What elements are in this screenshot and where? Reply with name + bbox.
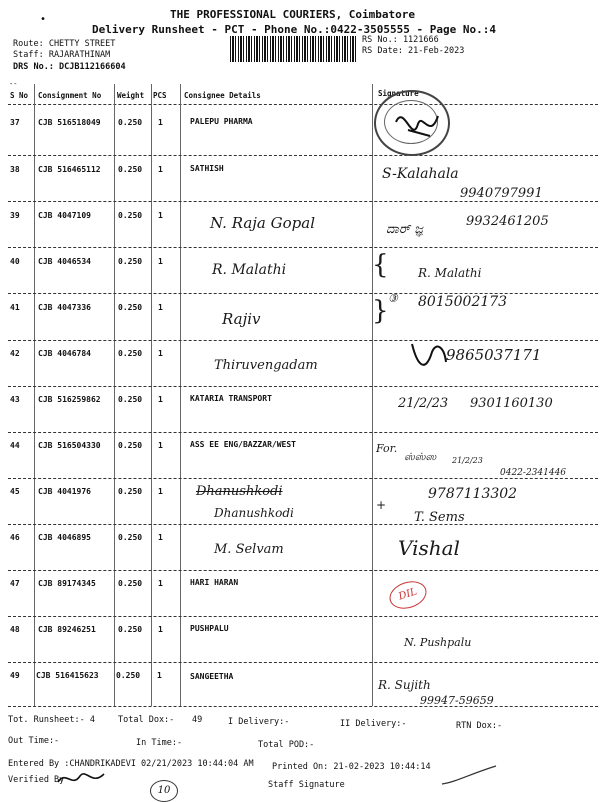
handwritten-phone: 99947-59659 <box>420 694 494 707</box>
out-time: Out Time:- <box>8 736 60 746</box>
row-sno: 47 <box>10 579 20 588</box>
handwritten-phone: 0422-2341446 <box>500 468 567 478</box>
handwritten-circled-number: 10 <box>150 780 178 802</box>
row-sno: 41 <box>10 303 20 312</box>
brace-mark: } <box>372 296 389 326</box>
row-rule <box>8 432 598 433</box>
row-consignment: CJB 4046784 <box>38 349 91 358</box>
row-weight: 0.250 <box>118 395 143 404</box>
row-consignment: CJB 89246251 <box>38 625 96 634</box>
table-bottom-rule <box>8 706 598 707</box>
tot-runsheet: Tot. Runsheet:- 4 <box>8 715 95 725</box>
row-consignment: CJB 4046895 <box>38 533 91 542</box>
row-consignee: PALEPU PHARMA <box>190 117 253 126</box>
handwritten-phone: 9865037171 <box>446 346 542 364</box>
row-consignment: CJB 516465112 <box>38 165 101 174</box>
handwritten-phone: 9787113302 <box>428 486 518 502</box>
handwritten-signature-scribble: ஸ்ஸ்ஸ <box>404 452 437 463</box>
handwritten-name: Rajiv <box>222 310 261 328</box>
staff-label: Staff: RAJARATHINAM <box>13 50 111 60</box>
total-dox-value: 49 <box>192 715 203 725</box>
col-divider <box>114 84 115 706</box>
row-consignee: SANGEETHA <box>190 672 234 681</box>
handwritten-date: 21/2/23 <box>452 456 483 465</box>
staff-signature-label: Staff Signature <box>268 780 345 790</box>
row-weight: 0.250 <box>118 441 143 450</box>
row-rule <box>8 386 598 387</box>
row-consignment: CJB 4047336 <box>38 303 91 312</box>
row-weight: 0.250 <box>118 625 143 634</box>
row-consignee: SATHISH <box>190 164 224 173</box>
col-divider <box>180 84 181 706</box>
row-sno: 44 <box>10 441 20 450</box>
total-dox-label: Total Dox:- <box>118 715 175 725</box>
row-pcs: 1 <box>158 257 163 266</box>
in-time: In Time:- <box>136 738 183 748</box>
col-weight: Weight <box>117 91 145 100</box>
row-pcs: 1 <box>158 349 163 358</box>
row-consignment: CJB 4046534 <box>38 257 91 266</box>
col-signature: Signature <box>378 89 419 98</box>
staff-signature-scribble <box>440 764 500 788</box>
rtn-dox: RTN Dox:- <box>456 721 503 731</box>
row-pcs: 1 <box>158 395 163 404</box>
ii-delivery: II Delivery:- <box>340 719 407 729</box>
row-sno: 48 <box>10 625 20 634</box>
row-consignment: CJB 516415623 <box>36 671 99 680</box>
printed-on: Printed On: 21-02-2023 10:44:14 <box>272 762 431 772</box>
row-weight: 0.250 <box>118 165 143 174</box>
row-pcs: 1 <box>158 303 163 312</box>
handwritten-date: 21/2/23 <box>398 396 449 411</box>
handwritten-signature-scribble: ದಾರ್ ಜ್ಞ <box>386 222 423 237</box>
row-sno: 45 <box>10 487 20 496</box>
handwritten-signature: S-Kalahala <box>382 166 459 182</box>
entered-by: Entered By :CHANDRIKADEVI 02/21/2023 10:44:04 AM <box>8 759 254 769</box>
row-rule <box>8 478 598 479</box>
row-weight: 0.250 <box>118 579 143 588</box>
handwritten-for: For. <box>376 442 398 455</box>
handwritten-phone: 9940797991 <box>460 186 543 201</box>
col-consignment: Consignment No <box>38 91 102 100</box>
row-weight: 0.250 <box>118 303 143 312</box>
handwritten-phone: 9301160130 <box>470 396 553 411</box>
row-rule <box>8 616 598 617</box>
company-title: THE PROFESSIONAL COURIERS, Coimbatore <box>170 8 416 21</box>
header-rule <box>8 104 598 105</box>
row-pcs: 1 <box>157 671 162 680</box>
handwritten-name: M. Selvam <box>214 542 284 557</box>
handwritten-phone: 8015002173 <box>418 294 508 310</box>
row-rule <box>8 155 598 156</box>
runsheet-title: Delivery Runsheet - PCT - Phone No.:0422-3505555 - Page No.:4 <box>92 23 496 36</box>
row-pcs: 1 <box>158 118 163 127</box>
row-weight: 0.250 <box>118 487 143 496</box>
row-weight: 0.250 <box>118 349 143 358</box>
circled-mark: ③ <box>388 292 398 305</box>
row-pcs: 1 <box>158 487 163 496</box>
row-sno: 42 <box>10 349 20 358</box>
row-consignee: ASS EE ENG/BAZZAR/WEST <box>190 440 296 449</box>
col-pcs: PCS <box>153 91 167 100</box>
row-rule <box>8 340 598 341</box>
route-label: Route: CHETTY STREET <box>13 39 116 49</box>
row-weight: 0.250 <box>116 671 141 680</box>
row-sno: 49 <box>10 671 20 680</box>
row-sno: 46 <box>10 533 20 542</box>
row-weight: 0.250 <box>118 257 143 266</box>
handwritten-name: Dhanushkodi <box>214 506 294 520</box>
row-sno: 37 <box>10 118 20 127</box>
bullet-mark: • <box>40 14 47 25</box>
row-sno: 40 <box>10 257 20 266</box>
row-consignee: PUSHPALU <box>190 624 229 633</box>
row-consignment: CJB 4047109 <box>38 211 91 220</box>
row-pcs: 1 <box>158 441 163 450</box>
handwritten-name: N. Raja Gopal <box>210 214 315 232</box>
row-sno: 38 <box>10 165 20 174</box>
drs-number: DRS No.: DCJB112166604 <box>13 62 126 72</box>
col-divider <box>372 84 373 706</box>
verified-by: Verified By <box>8 775 65 785</box>
total-pod: Total POD:- <box>258 740 315 750</box>
row-pcs: 1 <box>158 165 163 174</box>
col-divider <box>151 84 152 706</box>
brace-mark: { <box>372 250 389 280</box>
rs-date: RS Date: 21-Feb-2023 <box>362 46 465 56</box>
row-weight: 0.250 <box>118 533 143 542</box>
handwritten-name-struck: Dhanushkodi <box>196 484 283 499</box>
col-consignee: Consignee Details <box>184 91 261 100</box>
row-rule <box>8 247 598 248</box>
handwritten-signature: R. Sujith <box>378 678 431 692</box>
rs-number: RS No.: 1121666 <box>362 35 439 45</box>
row-weight: 0.250 <box>118 211 143 220</box>
row-consignment: CJB 89174345 <box>38 579 96 588</box>
row-consignment: CJB 516518049 <box>38 118 101 127</box>
row-rule <box>8 293 598 294</box>
handwritten-signature: R. Malathi <box>418 266 482 280</box>
handwritten-phone: 9932461205 <box>466 214 549 229</box>
handwritten-mark: DIL <box>386 577 430 613</box>
handwritten-signature: T. Sems <box>414 510 465 525</box>
col-sno: S No <box>10 91 29 100</box>
row-pcs: 1 <box>158 625 163 634</box>
row-rule <box>8 570 598 571</box>
lead-dashes: -- <box>9 80 18 88</box>
row-rule <box>8 524 598 525</box>
row-consignment: CJB 516259862 <box>38 395 101 404</box>
signature-scribble <box>390 100 450 150</box>
row-rule <box>8 201 598 202</box>
row-consignee: HARI HARAN <box>190 578 239 587</box>
barcode <box>230 36 358 62</box>
handwritten-name: R. Malathi <box>212 262 287 278</box>
handwritten-signature: Vishal <box>398 536 460 560</box>
handwritten-signature: N. Pushpalu <box>404 636 472 649</box>
row-pcs: 1 <box>158 533 163 542</box>
plus-mark: + <box>376 498 387 512</box>
row-pcs: 1 <box>158 579 163 588</box>
row-sno: 43 <box>10 395 20 404</box>
i-delivery: I Delivery:- <box>228 717 290 727</box>
verifier-signature-scribble <box>56 766 106 790</box>
row-consignee: KATARIA TRANSPORT <box>190 394 272 403</box>
row-consignment: CJB 516504330 <box>38 441 101 450</box>
col-divider <box>34 84 35 706</box>
row-rule <box>8 662 598 663</box>
row-sno: 39 <box>10 211 20 220</box>
row-pcs: 1 <box>158 211 163 220</box>
row-weight: 0.250 <box>118 118 143 127</box>
row-consignment: CJB 4041976 <box>38 487 91 496</box>
handwritten-name: Thiruvengadam <box>214 358 318 373</box>
